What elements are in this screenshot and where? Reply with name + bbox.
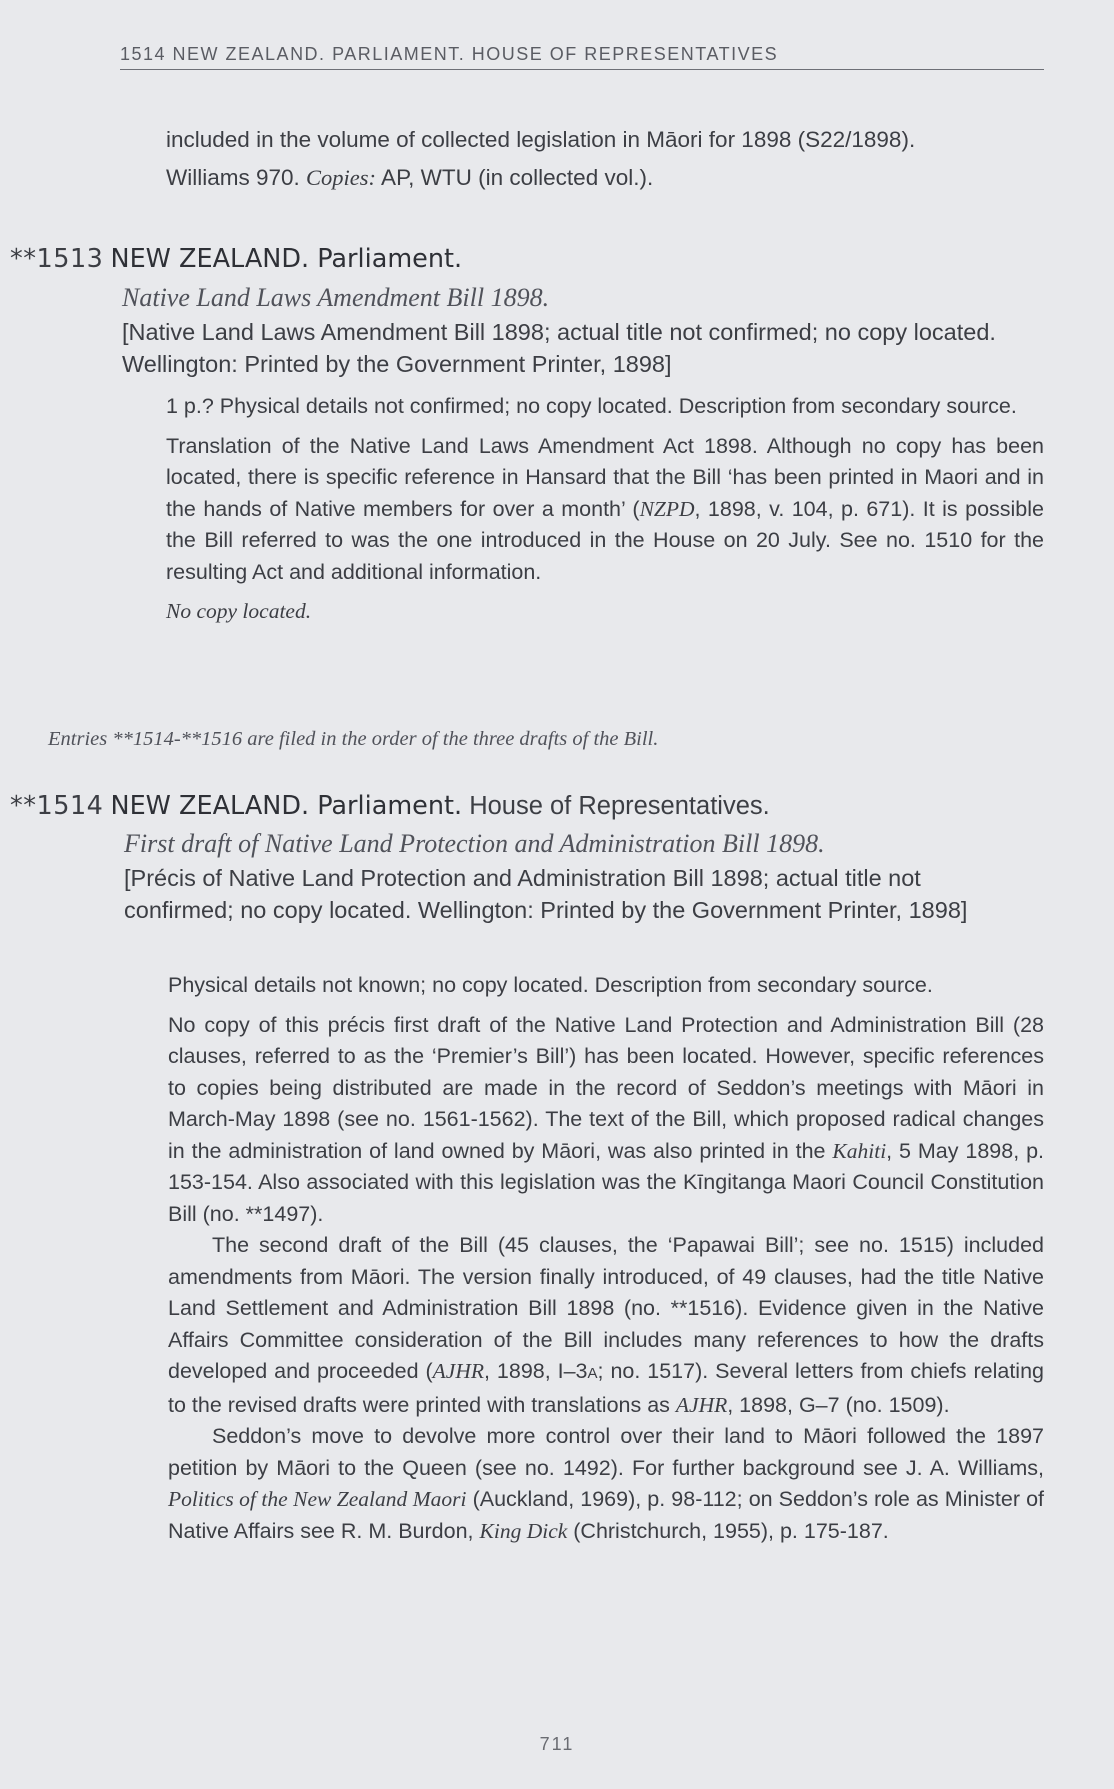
entry-1513-notes — [166, 391, 1044, 628]
nzpd-ref: NZPD — [639, 496, 695, 521]
entry-1514-heading — [10, 788, 770, 824]
ajhr-ref-2: AJHR — [675, 1392, 728, 1417]
running-head: 1514 NEW ZEALAND. PARLIAMENT. HOUSE OF REPRESENTATIVES — [120, 44, 1044, 70]
entry-1513-physical: 1 p.? Physical details not confirmed; no copy located. Description from secondary source. — [166, 394, 1017, 418]
entry-1514-heading-rest: House of Representatives. — [462, 792, 770, 820]
small-caps-a: A — [587, 1365, 598, 1382]
entry-1514-para-1 — [168, 1010, 1044, 1231]
filed-order-note: Entries **1514-**1516 are filed in the order of the three drafts of the Bill. — [48, 728, 659, 750]
king-dick-title: King Dick — [479, 1518, 568, 1543]
continuation-line-2 — [166, 162, 1046, 194]
note-text-cont: , 1898, v. 104, p. 671). It is possible the Bill referred to was the one introduced in the House on 20 July. See no. 1510 for the resulting Act and additional information. — [166, 496, 1044, 584]
para-3-text: Seddon’s move to devolve more control over their land to Māori followed the 1897 petition by Māori to the Queen (see no. 1492). For further background see J. A. Williams, — [168, 1424, 1044, 1480]
para-2-text-c: ; no. 1517). Several letters from chiefs relating to the revised drafts were printed with translations as — [168, 1359, 1044, 1417]
entry-1514-para-2 — [168, 1230, 1044, 1421]
politics-title: Politics of the New Zealand Maori — [168, 1487, 467, 1511]
copies-label: Copies: — [306, 164, 377, 190]
entry-1513-heading-label: NEW ZEALAND. Parliament. — [110, 244, 463, 274]
entry-1513-number: **1513 — [10, 244, 104, 274]
entry-1514-notes — [168, 970, 1044, 1547]
entry-1514-heading-label: NEW ZEALAND. Parliament. — [110, 791, 463, 821]
kahiti-ref: Kahiti — [832, 1138, 887, 1163]
williams-ref: Williams 970. — [166, 164, 307, 190]
entry-1514-physical: Physical details not known; no copy located. Description from secondary source. — [168, 973, 933, 997]
para-1-text-cont: , 5 May 1898, p. 153-154. Also associated with this legislation was the Kīngitanga Maori Council Constitution Bill (no. **1497). — [168, 1138, 1044, 1226]
para-2-text: The second draft of the Bill (45 clauses, the ‘Papawai Bill’; see no. 1515) included amendments from Māori. The version finally introduced, of 49 clauses, had the title Native Land Settlement and Administration Bill 1898 (no. **1516). Evidence given in the Native Affairs Committee consideration of the Bill includes many references to how the drafts developed and proceeded ( — [168, 1233, 1044, 1383]
para-3-text-c: (Christchurch, 1955), p. 175-187. — [567, 1518, 889, 1543]
entry-1513-bracket: [Native Land Laws Amendment Bill 1898; actual title not confirmed; no copy located. Wellington: Printed by the Government Printer, 1898] — [122, 319, 996, 377]
entry-1514-number: **1514 — [10, 791, 104, 821]
entry-1513-note — [166, 431, 1044, 589]
para-3-text-b: (Auckland, 1969), p. 98-112; on Seddon’s role as Minister of Native Affairs see R. M. Burdon, — [168, 1487, 1044, 1543]
page-number: 711 — [539, 1734, 575, 1754]
ajhr-ref: AJHR — [432, 1359, 484, 1383]
entry-1513-heading — [10, 241, 462, 277]
entry-1514-para-3 — [168, 1421, 1044, 1547]
para-2-text-d: , 1898, G–7 (no. 1509). — [727, 1392, 950, 1417]
entry-1514-bracket: [Précis of Native Land Protection and Administration Bill 1898; actual title not confirmed; no copy located. Wellington: Printed by the Government Printer, 1898] — [124, 865, 968, 923]
copies-locations: AP, WTU (in collected vol.). — [376, 164, 654, 190]
entry-1513-status: No copy located. — [166, 599, 312, 623]
entry-1513-title: Native Land Laws Amendment Bill 1898. — [122, 283, 550, 312]
entry-1514-title: First draft of Native Land Protection and Administration Bill 1898. — [124, 829, 825, 858]
para-1-text: No copy of this précis first draft of the Native Land Protection and Administration Bill (28 clauses, referred to as the ‘Premier’s Bill’) has been located. However, specific references to copies being distributed are made in the record of Seddon’s meetings with Māori in March-May 1898 (see no. 1561-1562). The text of the Bill, which proposed radical changes in the administration of land owned by Māori, was also printed in the — [168, 1012, 1044, 1163]
continuation-line-1: included in the volume of collected legislation in Māori for 1898 (S22/1898). — [166, 127, 916, 152]
note-text: Translation of the Native Land Laws Amendment Act 1898. Although no copy has been located, there is specific reference in Hansard that the Bill ‘has been printed in Maori and in the hands of Native members for over a month’ ( — [166, 433, 1044, 521]
para-2-text-b: , 1898, I–3 — [484, 1359, 588, 1383]
continuation-text — [166, 124, 1046, 193]
